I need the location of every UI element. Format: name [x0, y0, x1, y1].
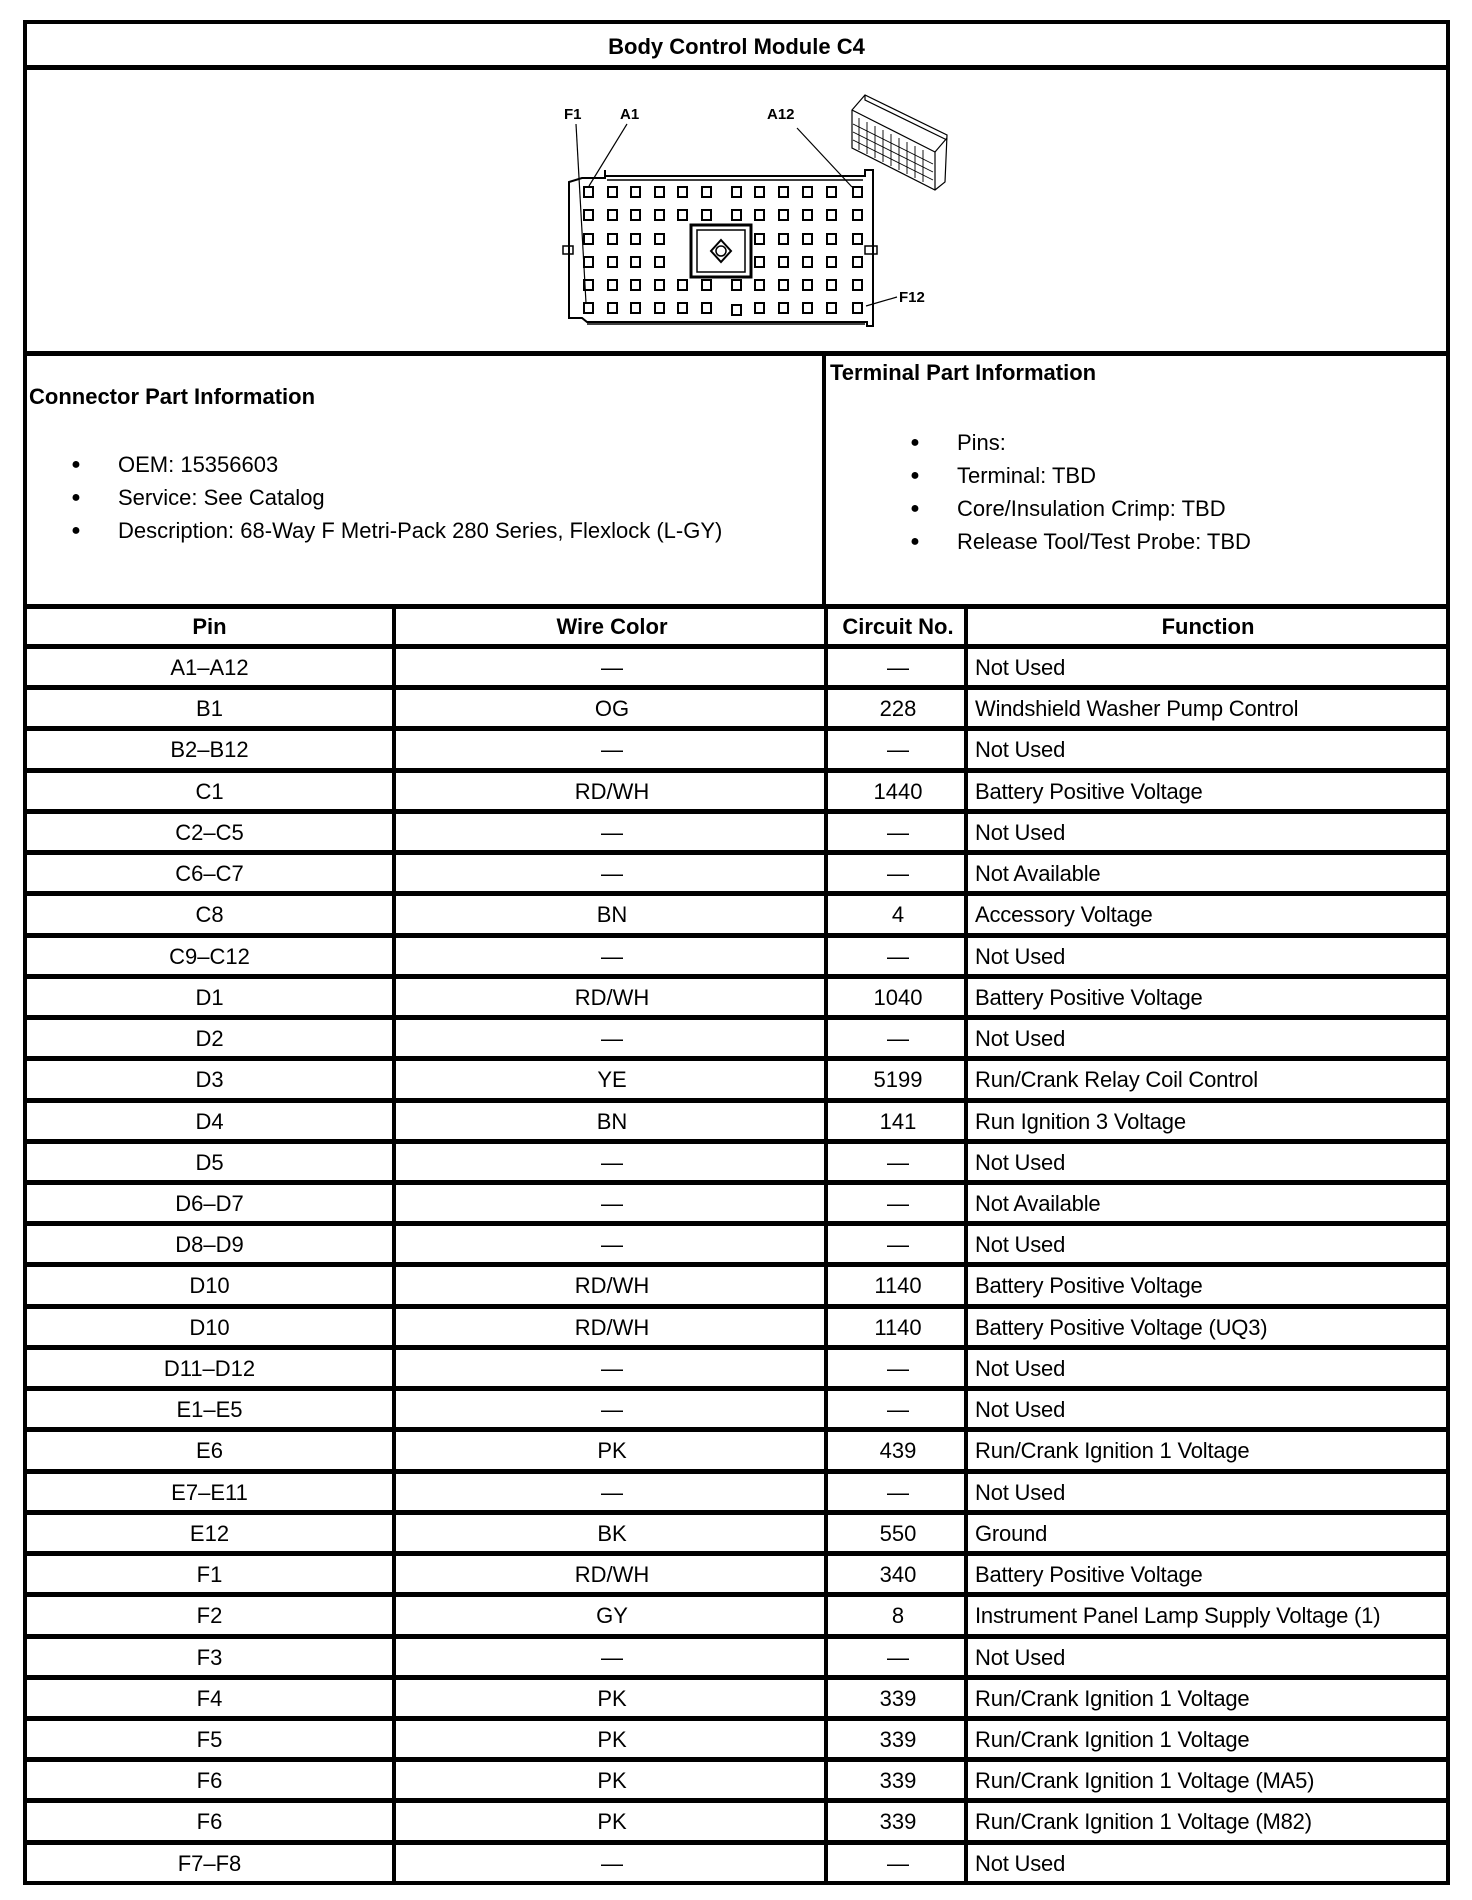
bullet-icon: ● — [910, 467, 920, 484]
table-row — [27, 1267, 1446, 1308]
function-cell: Not Used — [975, 1644, 1066, 1670]
function-cell: Run/Crank Ignition 1 Voltage (MA5) — [975, 1768, 1315, 1794]
wire-color-cell: — — [601, 1190, 623, 1216]
wire-color-cell: BN — [596, 1108, 628, 1134]
table-row — [27, 649, 1446, 690]
table-row — [27, 1762, 1446, 1803]
pin-cell: F5 — [196, 1726, 223, 1752]
circuit-cell: 5199 — [873, 1067, 923, 1093]
wire-color-cell: GY — [596, 1603, 628, 1629]
label-a1: A1 — [620, 106, 640, 123]
connector-sheet: Body Control Module C4 F1 A1 A12 F12 Connector Part Information ● OEM: 15356603 ● Service: See Catalog ● Description: 68-Way F Metri-Pack 280 Series, Flexlock (L-GY) Terminal Part Information ● Pins: ● Terminal: TBD ● Core/Insulation Crimp: TBD ● Release Tool/Test Probe: TBD Pin Wire Color Circuit No. Function A1–A12 — — Not Used B1 OG 228 Windshield Washer Pump Control B2–B12 — — Not Used C1 RD/WH 1440 Battery Positive Voltage C2–C5 — — Not Used C6–C7 — — Not Available C8 BN 4 Accessory Voltage C9–C12 — — Not Used D1 RD/WH 1040 Battery Positive Voltage D2 — — Not Used D3 YE 5199 Run/Crank Relay Coil Control D4 BN 141 Run Ignition 3 Voltage D5 — — Not Used D6–D7 — — Not Available D8–D9 — — Not Used D10 RD/WH 1140 Battery Positive Voltage D10 RD/WH 1140 Battery Positive Voltage (UQ3) D11–D12 — — Not Used E1–E5 — — Not Used E6 PK 439 Run/Crank Ignition 1 Voltage E7–E11 — — Not Used E12 BK 550 Ground F1 RD/WH 340 Battery Positive Voltage F2 GY 8 Instrument Panel Lamp Supply Voltage (1) F3 — — Not Used F4 PK 339 Run/Crank Ignition 1 Voltage F5 PK 339 Run/Crank Ignition 1 Voltage F6 PK 339 Run/Crank Ignition 1 Voltage (MA5) F6 PK 339 Run/Crank Ignition 1 Voltage (M82) F7–F8 — — Not Used — [23, 20, 1450, 1885]
header-circuit-no: Circuit No. — [842, 614, 954, 639]
connector-face-icon — [547, 90, 967, 350]
label-f1: F1 — [564, 106, 582, 123]
bullet-icon: ● — [910, 434, 920, 451]
label-f12: F12 — [899, 289, 925, 306]
pin-cell: D11–D12 — [163, 1355, 256, 1381]
circuit-cell: — — [887, 1026, 909, 1052]
wire-color-cell: BK — [597, 1520, 627, 1546]
pin-cell: C1 — [195, 778, 224, 804]
circuit-cell: 339 — [879, 1809, 917, 1835]
function-cell: Run/Crank Ignition 1 Voltage (M82) — [975, 1809, 1312, 1835]
function-cell: Not Used — [975, 1479, 1066, 1505]
wire-color-cell: — — [601, 1850, 623, 1876]
wire-color-cell: — — [601, 1026, 623, 1052]
table-row — [27, 814, 1446, 855]
bullet-icon: ● — [910, 500, 920, 517]
pin-cell: D3 — [195, 1067, 224, 1093]
function-cell: Battery Positive Voltage (UQ3) — [975, 1314, 1268, 1340]
pin-cell: D6–D7 — [175, 1190, 244, 1216]
function-cell: Battery Positive Voltage — [975, 778, 1203, 804]
circuit-cell: 141 — [879, 1108, 917, 1134]
circuit-cell: — — [887, 1479, 909, 1505]
circuit-cell: 228 — [879, 696, 917, 722]
circuit-cell: 1440 — [873, 778, 923, 804]
function-cell: Run/Crank Ignition 1 Voltage — [975, 1438, 1250, 1464]
wire-color-cell: OG — [594, 696, 630, 722]
header-pin: Pin — [192, 614, 227, 639]
function-cell: Not Used — [975, 655, 1066, 680]
function-cell: Battery Positive Voltage — [975, 1273, 1203, 1299]
wire-color-cell: — — [601, 943, 623, 969]
wire-color-cell: — — [601, 1479, 623, 1505]
circuit-cell: — — [887, 943, 909, 969]
pin-cell: D4 — [195, 1108, 224, 1134]
connector-info-heading: Connector Part Information — [29, 384, 316, 409]
wire-color-cell: RD/WH — [574, 1562, 650, 1588]
wire-color-cell: PK — [597, 1438, 627, 1464]
table-row — [27, 1845, 1446, 1886]
table-row — [27, 1474, 1446, 1515]
pin-cell: D10 — [189, 1314, 230, 1340]
circuit-cell: 340 — [879, 1562, 917, 1588]
table-row — [27, 1721, 1446, 1762]
function-cell: Not Used — [975, 1232, 1066, 1258]
circuit-cell: — — [887, 1397, 909, 1423]
table-row — [27, 1391, 1446, 1432]
circuit-cell: 339 — [879, 1726, 917, 1752]
function-cell: Not Used — [975, 1355, 1066, 1381]
wire-color-cell: — — [601, 737, 623, 763]
table-row — [27, 690, 1446, 731]
table-row — [27, 938, 1446, 979]
pin-cell: F7–F8 — [177, 1850, 242, 1876]
wire-color-cell: PK — [597, 1768, 627, 1794]
table-row — [27, 1350, 1446, 1391]
circuit-cell: 4 — [891, 902, 905, 928]
pin-cell: D1 — [195, 984, 224, 1010]
circuit-cell: — — [887, 655, 909, 680]
circuit-cell: — — [887, 1644, 909, 1670]
pin-cell: B1 — [196, 696, 223, 722]
wire-color-cell: — — [601, 1232, 623, 1258]
pin-cell: C6–C7 — [175, 861, 244, 887]
function-cell: Instrument Panel Lamp Supply Voltage (1) — [975, 1603, 1381, 1629]
table-row — [27, 1803, 1446, 1844]
wire-color-cell: PK — [597, 1726, 627, 1752]
table-row — [27, 1103, 1446, 1144]
table-row — [27, 1556, 1446, 1597]
pin-cell: F3 — [196, 1644, 223, 1670]
header-function: Function — [1161, 614, 1255, 639]
pin-cell: F2 — [196, 1603, 223, 1629]
pin-cell: C2–C5 — [175, 819, 244, 845]
wire-color-cell: RD/WH — [574, 1314, 650, 1340]
function-cell: Not Used — [975, 737, 1066, 763]
function-cell: Not Used — [975, 819, 1066, 845]
table-row — [27, 1597, 1446, 1638]
pin-cell: F4 — [196, 1685, 223, 1711]
table-row — [27, 1515, 1446, 1556]
table-row — [27, 979, 1446, 1020]
pin-cell: E7–E11 — [171, 1479, 248, 1505]
wire-color-cell: YE — [597, 1067, 627, 1093]
circuit-cell: — — [887, 819, 909, 845]
table-row — [27, 773, 1446, 814]
table-row — [27, 896, 1446, 937]
wire-color-cell: RD/WH — [574, 984, 650, 1010]
function-cell: Not Used — [975, 1850, 1066, 1876]
pin-cell: C9–C12 — [169, 943, 250, 969]
function-cell: Run/Crank Relay Coil Control — [975, 1067, 1258, 1093]
divider — [822, 351, 826, 608]
table-row — [27, 1680, 1446, 1721]
label-a12: A12 — [767, 106, 795, 123]
pin-cell: F6 — [196, 1768, 223, 1794]
bullet-icon: ● — [71, 522, 81, 539]
wire-color-cell: — — [601, 1355, 623, 1381]
wire-color-cell: — — [601, 655, 623, 680]
wire-color-cell: PK — [597, 1809, 627, 1835]
bullet-icon: ● — [71, 456, 81, 473]
wire-color-cell: BN — [596, 902, 628, 928]
table-row — [27, 1639, 1446, 1680]
function-cell: Run/Crank Ignition 1 Voltage — [975, 1726, 1250, 1752]
connector-diagram — [547, 90, 967, 350]
circuit-cell: 1140 — [874, 1273, 922, 1299]
function-cell: Ground — [975, 1520, 1048, 1546]
pin-cell: F1 — [196, 1562, 223, 1588]
table-row — [27, 1144, 1446, 1185]
pin-cell: D10 — [189, 1273, 230, 1299]
circuit-cell: — — [887, 861, 909, 887]
pin-cell: E1–E5 — [176, 1397, 243, 1423]
bullet-icon: ● — [71, 489, 81, 506]
pin-cell: B2–B12 — [170, 737, 249, 763]
function-cell: Run Ignition 3 Voltage — [975, 1108, 1186, 1134]
pin-cell: F6 — [196, 1809, 223, 1835]
circuit-cell: 1140 — [874, 1314, 922, 1340]
table-row — [27, 1309, 1446, 1350]
table-row — [27, 731, 1446, 772]
wire-color-cell: PK — [597, 1685, 627, 1711]
function-cell: Accessory Voltage — [975, 902, 1153, 928]
wire-color-cell: — — [601, 1149, 623, 1175]
function-cell: Not Available — [975, 861, 1101, 887]
function-cell: Battery Positive Voltage — [975, 1562, 1203, 1588]
circuit-cell: — — [887, 1190, 909, 1216]
pin-cell: A1–A12 — [170, 655, 249, 680]
table-row — [27, 1226, 1446, 1267]
circuit-cell: 339 — [879, 1685, 917, 1711]
pin-cell: E12 — [189, 1520, 230, 1546]
table-row — [27, 1432, 1446, 1473]
divider — [27, 65, 1446, 70]
wire-color-cell: — — [601, 1397, 623, 1423]
circuit-cell: — — [887, 1149, 909, 1175]
terminal-info-heading: Terminal Part Information — [830, 360, 1097, 385]
divider — [27, 351, 1446, 356]
wire-color-cell: RD/WH — [574, 778, 650, 804]
table-row — [27, 1020, 1446, 1061]
function-cell: Battery Positive Voltage — [975, 984, 1203, 1010]
circuit-cell: 439 — [879, 1438, 917, 1464]
function-cell: Not Used — [975, 943, 1066, 969]
page-title: Body Control Module C4 — [608, 34, 865, 59]
function-cell: Not Used — [975, 1397, 1066, 1423]
pin-cell: C8 — [195, 902, 224, 928]
circuit-cell: 339 — [879, 1768, 917, 1794]
table-row — [27, 855, 1446, 896]
table-row — [27, 1185, 1446, 1226]
table-row — [27, 1061, 1446, 1102]
function-cell: Run/Crank Ignition 1 Voltage — [975, 1685, 1250, 1711]
circuit-cell: — — [887, 1232, 909, 1258]
function-cell: Windshield Washer Pump Control — [975, 696, 1299, 722]
pin-cell: E6 — [196, 1438, 223, 1464]
pin-cell: D2 — [195, 1026, 224, 1052]
pin-cell: D8–D9 — [175, 1232, 244, 1258]
pin-cell: D5 — [195, 1149, 224, 1175]
circuit-cell: — — [887, 1355, 909, 1381]
function-cell: Not Used — [975, 1026, 1066, 1052]
circuit-cell: — — [887, 737, 909, 763]
function-cell: Not Available — [975, 1190, 1101, 1216]
wire-color-cell: RD/WH — [574, 1273, 650, 1299]
bullet-icon: ● — [910, 533, 920, 550]
circuit-cell: — — [887, 1850, 909, 1876]
circuit-cell: 550 — [879, 1520, 917, 1546]
wire-color-cell: — — [601, 819, 623, 845]
wire-color-cell: — — [601, 861, 623, 887]
function-cell: Not Used — [975, 1149, 1066, 1175]
wire-color-cell: — — [601, 1644, 623, 1670]
circuit-cell: 1040 — [873, 984, 923, 1010]
header-wire-color: Wire Color — [556, 614, 668, 639]
circuit-cell: 8 — [891, 1603, 905, 1629]
